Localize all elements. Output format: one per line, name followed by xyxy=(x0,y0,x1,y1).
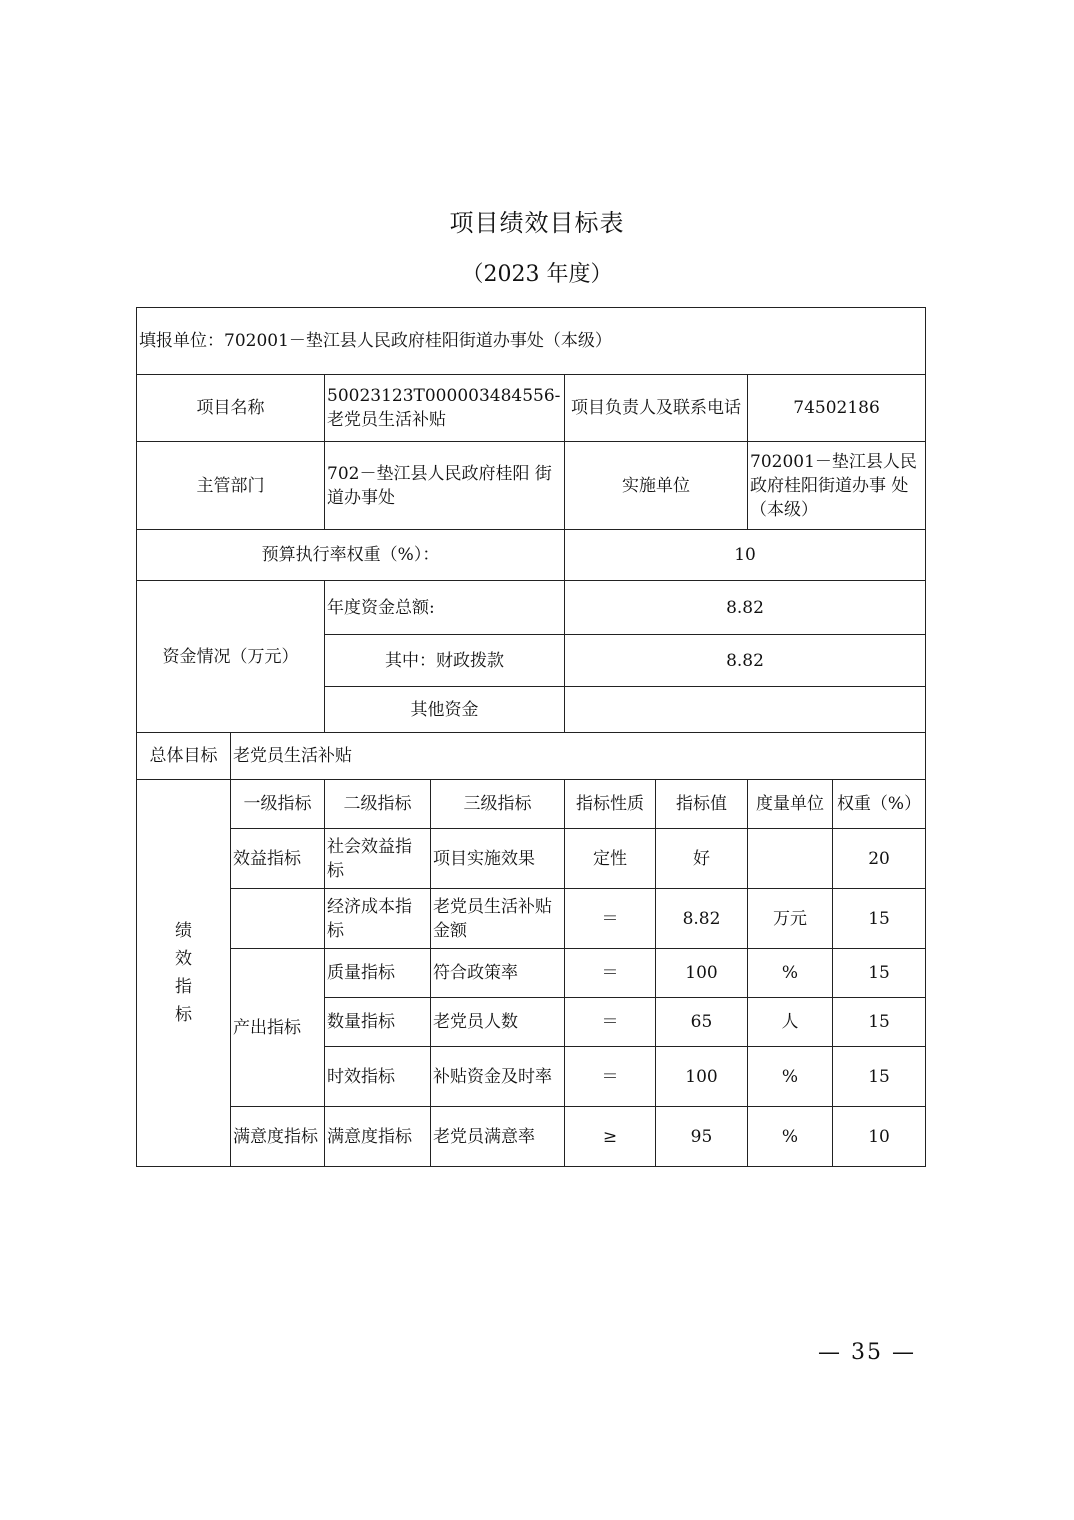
row-nature: ＝ xyxy=(565,889,656,949)
annual-total-label: 年度资金总额: xyxy=(325,581,565,635)
table-row xyxy=(137,829,926,889)
row-level3: 项目实施效果 xyxy=(431,829,565,889)
row-weight: 10 xyxy=(833,1107,926,1167)
group-satisfaction: 满意度指标 xyxy=(231,1107,325,1167)
row-level2: 满意度指标 xyxy=(325,1107,431,1167)
row-unit xyxy=(748,829,833,889)
row-value: 100 xyxy=(656,949,748,998)
page-number: — 35 — xyxy=(818,1340,916,1365)
indicators-label xyxy=(137,780,231,1167)
contact-label: 项目负责人及联系电话 xyxy=(565,375,748,442)
header-value: 指标值 xyxy=(656,780,748,829)
row-value: 100 xyxy=(656,1047,748,1107)
group-benefit: 效益指标 xyxy=(231,829,325,889)
row-nature: 定性 xyxy=(565,829,656,889)
row-weight: 15 xyxy=(833,998,926,1047)
row-level3: 符合政策率 xyxy=(431,949,565,998)
row-level3: 老党员生活补贴金额 xyxy=(431,889,565,949)
other-funds-value xyxy=(565,687,926,733)
budget-weight-label: 预算执行率权重（%）： xyxy=(137,530,565,581)
row-level3: 补贴资金及时率 xyxy=(431,1047,565,1107)
table-row xyxy=(137,889,926,949)
header-unit: 度量单位 xyxy=(748,780,833,829)
row-nature: ≥ xyxy=(565,1107,656,1167)
indicators-label-text: 绩效指标 xyxy=(175,921,192,1025)
performance-table xyxy=(136,307,926,1167)
goal-label: 总体目标 xyxy=(137,733,231,780)
row-weight: 15 xyxy=(833,949,926,998)
contact-value: 74502186 xyxy=(748,375,926,442)
row-level2: 社会效益指标 xyxy=(325,829,431,889)
row-unit: 人 xyxy=(748,998,833,1047)
row-weight: 15 xyxy=(833,1047,926,1107)
row-value: 65 xyxy=(656,998,748,1047)
row-level2: 经济成本指标 xyxy=(325,889,431,949)
row-weight: 15 xyxy=(833,889,926,949)
header-nature: 指标性质 xyxy=(565,780,656,829)
header-level2: 二级指标 xyxy=(325,780,431,829)
header-level3: 三级指标 xyxy=(431,780,565,829)
row-level2: 数量指标 xyxy=(325,998,431,1047)
project-name-label: 项目名称 xyxy=(137,375,325,442)
table-row xyxy=(137,1107,926,1167)
row-level3: 老党员满意率 xyxy=(431,1107,565,1167)
row-value: 8.82 xyxy=(656,889,748,949)
impl-label: 实施单位 xyxy=(565,442,748,530)
header-weight: 权重（%） xyxy=(833,780,926,829)
impl-value: 702001－垫江县人民 政府桂阳街道办事 处（本级） xyxy=(748,442,926,530)
fiscal-value: 8.82 xyxy=(565,635,926,687)
row-unit: % xyxy=(748,949,833,998)
row-unit: % xyxy=(748,1047,833,1107)
group-output: 产出指标 xyxy=(231,949,325,1107)
annual-total-value: 8.82 xyxy=(565,581,926,635)
row-value: 好 xyxy=(656,829,748,889)
budget-weight-value: 10 xyxy=(565,530,926,581)
row-nature: ＝ xyxy=(565,1047,656,1107)
funds-label: 资金情况（万元） xyxy=(137,581,325,733)
project-name-value: 50023123T000003484556-老党员生活补贴 xyxy=(325,375,565,442)
row-value: 95 xyxy=(656,1107,748,1167)
filing-unit: 填报单位：702001－垫江县人民政府桂阳街道办事处（本级） xyxy=(137,308,926,375)
row-unit: 万元 xyxy=(748,889,833,949)
page-subtitle: （2023 年度） xyxy=(461,262,613,287)
header-level1: 一级指标 xyxy=(231,780,325,829)
other-funds-label: 其他资金 xyxy=(325,687,565,733)
row-weight: 20 xyxy=(833,829,926,889)
row-level2: 时效指标 xyxy=(325,1047,431,1107)
row-level3: 老党员人数 xyxy=(431,998,565,1047)
row-nature: ＝ xyxy=(565,949,656,998)
fiscal-label: 其中：财政拨款 xyxy=(325,635,565,687)
dept-label: 主管部门 xyxy=(137,442,325,530)
row-unit: % xyxy=(748,1107,833,1167)
row-nature: ＝ xyxy=(565,998,656,1047)
page-title: 项目绩效目标表 xyxy=(449,209,625,237)
row-level2: 质量指标 xyxy=(325,949,431,998)
group-empty xyxy=(231,889,325,949)
table-row xyxy=(137,949,926,998)
dept-value: 702－垫江县人民政府桂阳 街道办事处 xyxy=(325,442,565,530)
goal-value: 老党员生活补贴 xyxy=(231,733,926,780)
